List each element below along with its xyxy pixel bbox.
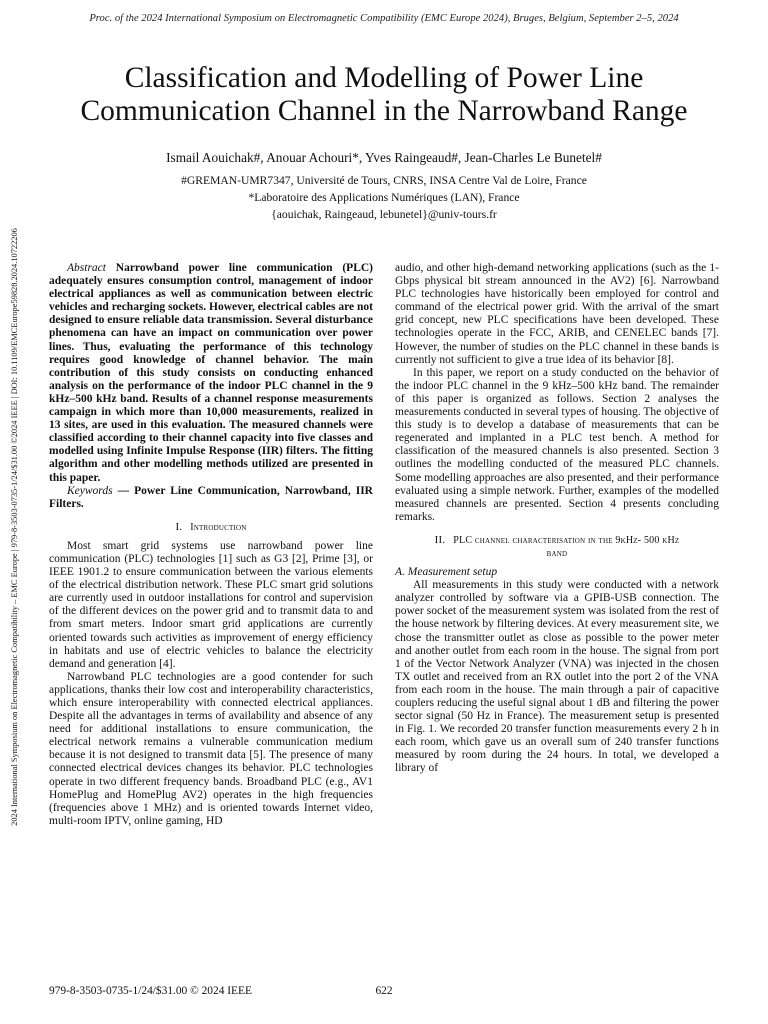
affiliation-1: #GREMAN-UMR7347, Université de Tours, CNRS, INSA Centre Val de Loire, France — [181, 174, 587, 187]
keywords-text: — Power Line Communication, Narrowband, IIR Filters. — [49, 484, 373, 510]
page-number: 622 — [375, 985, 393, 997]
affiliation-2: *Laboratoire des Applications Numériques (LAN), France — [248, 191, 520, 204]
section-2-heading — [395, 534, 719, 560]
keywords-label: Keywords — [67, 484, 113, 497]
section-1-heading — [49, 521, 373, 534]
abstract — [49, 262, 373, 485]
paper-title — [40, 62, 728, 128]
intro-paragraph-2: Narrowband PLC technologies are a good contender for such applications, thanks their low cost and interoperability characteristics, which ensure interoperability with connected electrical appliances. Despite all the advantages in terms of availability and absence of any need for additional installations to ensure communication, the electrical network remains a vulnerable communication medium because it is not designed to transmit data [5]. The presence of many connected electrical devices changes its behavior. PLC technologies operate in two different frequency bands. Broadband PLC (e.g., AV1 HomePlug and HomePlug AV2) operates in the high frequencies (frequencies above 1 MHz) and is oriented towards Internet video, multi-room IPTV, online gaming, HD — [49, 670, 373, 827]
section-2-title-line-1: PLC channel characterisation in the 9kHz- 500 kHz — [453, 534, 680, 546]
keywords — [49, 485, 373, 511]
section-1-number: I. — [175, 520, 183, 533]
title-line-1: Classification and Modelling of Power Line — [124, 62, 644, 94]
section-2-number: II. — [434, 533, 446, 546]
section-2-title-line-2: band — [546, 547, 568, 559]
doi-side-strip — [9, 163, 21, 891]
author-list: Ismail Aouichak#, Anouar Achouri*, Yves Raingeaud#, Jean-Charles Le Bunetel# — [166, 150, 602, 165]
section-1-title: Introduction — [190, 521, 247, 533]
abstract-text: Narrowband power line communication (PLC) adequately ensures consumption control, management of indoor electrical appliances as well as communication between electric vehicles and recharging sockets. However, electrical cables are not designed to ensure reliable data transmission. Several disturbance phenomena can have an impact on communication over power lines. Thus, evaluating the performance of this technology requires good knowledge of channel behavior. The main contribution of this study consists on conducting enhanced analysis on the performance of the indoor PLC channel in the 9 kHz–500 kHz band. Results of a channel response measurements campaign in which more than 10,000 measurements, realized in 13 sites, are used in this evaluation. The measured channels were classified according to their channel capacity into five classes and modelled using Infinite Impulse Response (IIR) filters. The fitting algorithm and other modelling methods utilized are presented in this paper. — [49, 262, 373, 484]
intro-paragraph-3: In this paper, we report on a study conducted on the behavior of the indoor PLC channel in the 9 kHz–500 kHz band. The remainder of this paper is organized as follows. Section 2 analyses the measurements conducted in several types of housing. The objective of this study is to develop a database of measurements that can be regenerated and implanted in a PLC test bench. A method for classification of the measured channels is also presented. Section 3 outlines the modelling conducted of the measured PLC channels. Some modelling approaches are also presented, and their performance evaluated using a simple network. Further, examples of the modelled measured channels are presented. Section 4 presents concluding remarks. — [395, 366, 719, 523]
subsection-a-heading: A. Measurement setup — [395, 566, 498, 579]
author-emails: {aouichak, Raingeaud, lebunetel}@univ-tours.fr — [271, 208, 497, 221]
left-column — [49, 262, 373, 828]
proceedings-header: Proc. of the 2024 International Symposium on Electromagnetic Compatibility (EMC Europe 2024), Bruges, Belgium, September 2–5, 2024 — [89, 13, 679, 24]
abstract-label: Abstract — [67, 262, 106, 274]
measurement-paragraph: All measurements in this study were conducted with a network analyzer controlled by software via a GPIB-USB connection. The power socket of the measurement system was isolated from the rest of the house network by filtering devices. At every measurement site, we chose the transmitter outlet as close as possible to the power meter and another outlet from each room in the house. The signal from port 1 of the Vector Network Analyzer (VNA) was injected in the chosen TX outlet and received from an RX outlet into the port 2 of the VNA from each room in the house. The main through a pair of capacitive couplers reducing the useful signal about 1 dB and filtering the power sector signal (50 Hz in France). The measurement setup is presented in Fig. 1. We recorded 20 transfer function measurements every 2 h in each room, which gave us an overall sum of 240 transfer functions measured by room during the 24 hours. In total, we developed a library of — [395, 579, 719, 775]
intro-continuation: audio, and other high-demand networking applications (such as the 1-Gbps physical bit stream announced in the AV2) [6]. Narrowband PLC technologies have historically been employed for control and command of the electrical power grid. With the arrival of the smart grid concept, new PLC specifications have been developed. These technologies operate in the FCC, ARIB, and CENELEC bands [7]. However, the number of studies on the PLC channel in these bands is currently not sufficient to give a true idea of its behavior [8]. — [395, 262, 719, 366]
intro-paragraph-1: Most smart grid systems use narrowband power line communication (PLC) technologies [1] such as G3 [2], Prime [3], or IEEE 1901.2 to ensure communication between the various elements of the electrical distribution network. These PLC smart grid solutions are currently used in outdoor installations for control and supervision of the different devices on the power grid and to transmit data to and from smart meters. Indoor smart grid applications are currently oriented towards such activities as improvement of energy efficiency in habitats and use of electric vehicles to balance the electricity demand and generation [4]. — [49, 539, 373, 670]
footer-isbn: 979-8-3503-0735-1/24/$31.00 © 2024 IEEE — [49, 985, 252, 997]
right-column — [395, 262, 719, 776]
doi-side-text: 2024 International Symposium on Electromagnetic Compatibility – EMC Europe | 979-8-3503-0735-1/24/$31.00 ©2024 IEEE | DOI: 10.1109/EMCEurope59828.2024.10722206 — [10, 228, 19, 826]
title-line-2: Communication Channel in the Narrowband Range — [80, 95, 688, 127]
